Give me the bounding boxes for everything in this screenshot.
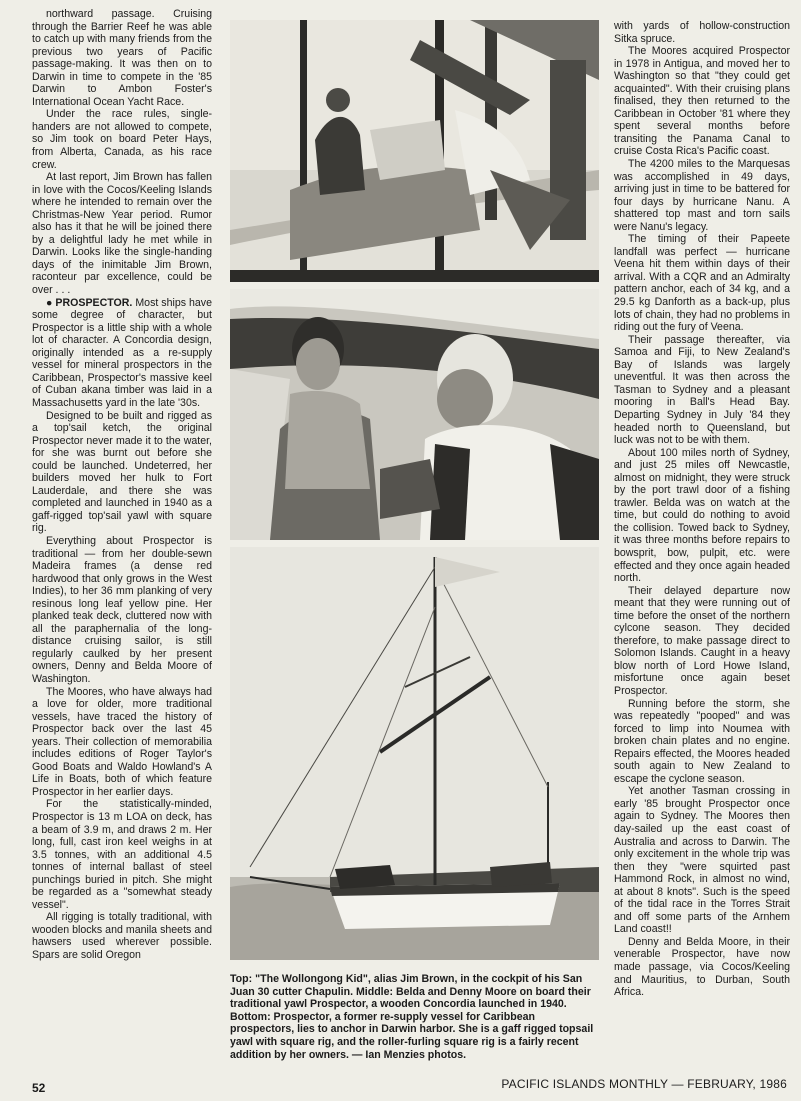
photo-jim-brown-cockpit [230, 20, 599, 282]
paragraph-text: The Moores, who have always had a love for older, more traditional vessels, have traced the history of Prospector back over the last 45 years. Their collection of memorabilia includes editions of Roger Taylor's Good Boats and Waldo Howland's A Life in Boats, both of which feature Prospector in her earlier days. [32, 685, 212, 798]
paragraph [614, 936, 790, 999]
photo-belda-denny-moore [230, 289, 599, 540]
photo-prospector-at-anchor [230, 547, 599, 960]
paragraph [614, 447, 790, 585]
paragraph [614, 233, 790, 333]
paragraph-text: For the statistically-minded, Prospector is 13 m LOA on deck, has a beam of 3.9 m, and draws 2 m. Her long, full, cast iron keel weighs in at 3.5 tonnes, with an additional 4.5 tonnes of internal ballast of steel punchings buried in pitch. She might be regarded as a "somewhat steady vessel". [32, 798, 212, 911]
paragraph-text: The Moores acquired Prospector in 1978 in Antigua, and moved her to Washington so that "they could get acquainted". With their cruising plans finalised, they then returned to the Caribbean in October '81 where they spent several months before transiting the Panama Canal to cruise Costa Rica's Pacific coast. [614, 45, 790, 158]
paragraph-text: Designed to be built and rigged as a top'sail ketch, the original Prospector never made it to the water, for she was burnt out before she could be launched. Undeterred, her builders moved her hulk to Fort Lauderdale, and there she was completed and launched in 1940 as a gaff-rigged top'sail yawl with square rig. [32, 409, 212, 535]
paragraph [614, 45, 790, 158]
paragraph-text: northward passage. Cruising through the Barrier Reef he was able to catch up with many friends from the previous two years of Pacific passage-making. It was then on to Darwin in time to compete in the '85 Darwin to Ambon Foster's International Ocean Yacht Race. [32, 8, 212, 108]
paragraph [32, 535, 212, 686]
left-text-column [32, 8, 212, 962]
paragraph-text: Under the race rules, single-handers are not allowed to compete, so Jim took on board Peter Hays, from Alberta, Canada, as his race crew. [32, 108, 212, 171]
paragraph-text: The 4200 miles to the Marquesas was accomplished in 49 days, arriving just in time to be battered for four days by hurricane Nanu. A shattered top mast and torn sails were Nanu's legacy. [614, 158, 790, 233]
paragraph-text: Their passage thereafter, via Samoa and Fiji, to New Zealand's Bay of Islands was largely uneventful. It was then across the Tasman to Sydney and a pleasant mooring in Ball's Head Bay. Departing Sydney in July '84 they headed north to Queensland, but luck was not to be with them. [614, 333, 790, 447]
paragraph [32, 171, 212, 296]
paragraph [32, 410, 212, 535]
page-number: 52 [32, 1081, 46, 1095]
paragraph [32, 108, 212, 171]
paragraph [614, 585, 790, 698]
section-heading: ● PROSPECTOR. [46, 296, 133, 309]
paragraph [614, 158, 790, 233]
paragraph-text: Denny and Belda Moore, in their venerable Prospector, have now made passage, via Cocos/Keeling and Mauritius, to Durban, South Africa. [614, 935, 790, 999]
paragraph-text: At last report, Jim Brown has fallen in love with the Cocos/Keeling Islands where he intended to remain over the Christmas-New Year period. Rumor also has it that he will be joined there by a delightful lady he met while in Darwin. Looks like the single-handing days of the inimitable Jim Brown, raconteur par excellence, could be over . . . [32, 171, 212, 297]
paragraph-text: Most ships have some degree of character, but Prospector is a little ship with a whole lot of character. A Concordia design, originally intended as a re-supply vessel for mineral prospectors in the Caribbean, Prospector's massive keel of Cuban akana timber was laid in a Massachusetts yard in the late '30s. [32, 296, 212, 409]
paragraph [32, 798, 212, 911]
paragraph [614, 785, 790, 936]
paragraph-text: About 100 miles north of Sydney, and just 25 miles off Newcastle, almost on midnight, they were struck by the port trawl door of a fishing trawler. Belda was on watch at the time, but could do nothing to avoid the collision. Towed back to Sydney, it was three months before repairs to bowsprit, bow, pulpit, etc. were effected and they once again headed north. [614, 446, 790, 585]
paragraph-text: All rigging is totally traditional, with wooden blocks and manila sheets and hawsers used wherever possible. Spars are solid Oregon [32, 911, 212, 962]
paragraph [32, 297, 212, 410]
paragraph-text: Running before the storm, she was repeatedly "pooped" and was forced to limp into Noumea with broken chain plates and no engine. Repairs effected, the Moores headed south again to New Zealand to escape the cyclone season. [614, 697, 790, 785]
paragraph-text: The timing of their Papeete landfall was perfect — hurricane Veena hit them within days of their arrival. With a CQR and an Admiralty pattern anchor, each of 34 kg, and a 29.5 kg Danforth as a back-up, plus lots of chain, they had no problems in riding out the fury of Veena. [614, 233, 790, 334]
publication-footer: PACIFIC ISLANDS MONTHLY — FEBRUARY, 1986 [501, 1077, 787, 1091]
paragraph-text: Their delayed departure now meant that they were running out of time before the onset of the northern cylcone season. They decided therefore, to make passage direct to Solomon Islands. Caught in a heavy blow north of Lord Howe Island, misfortune once again beset Prospector. [614, 584, 790, 697]
right-text-column [614, 20, 790, 999]
paragraph [614, 698, 790, 786]
paragraph-text: Yet another Tasman crossing in early '85 brought Prospector once again to Sydney. The Moores then day-sailed up the east coast of Australia and across to Darwin. The only excitement in the whole trip was then they "were squirted past Hammond Rock, in almost no wind, at about 8 knots". Such is the speed of the tidal race in the Torres Strait and off some parts of the Arnhem Land coast!! [614, 785, 790, 936]
paragraph [32, 686, 212, 799]
paragraph [614, 20, 790, 45]
paragraph [32, 911, 212, 961]
photo-caption: Top: "The Wollongong Kid", alias Jim Brown, in the cockpit of his San Juan 30 cutter Chapulin. Middle: Belda and Denny Moore on board their traditional yawl Prospector, a wooden Concordia launched in 1940. Bottom: Prospector, a former re-supply vessel for Caribbean prospectors, lies to anchor in Darwin harbor. She is a gaff rigged topsail yawl with square rig, and the roller-furling square rig is a fairly recent addition by her owners. — Ian Menzies photos. [230, 973, 594, 1061]
paragraph-text: with yards of hollow-construction Sitka spruce. [614, 20, 790, 45]
paragraph [32, 8, 212, 108]
paragraph-text: Everything about Prospector is traditional — from her double-sewn Madeira frames (a dense red hardwood that only grows in the West Indies), to her 36 mm planking of very resinous long leaf yellow pine. Her planked teak deck, cluttered now with all the paraphernalia of the long-distance cruising sailor, is still regularly caulked by her present owners, Denny and Belda Moore of Washington. [32, 534, 212, 685]
paragraph [614, 334, 790, 447]
